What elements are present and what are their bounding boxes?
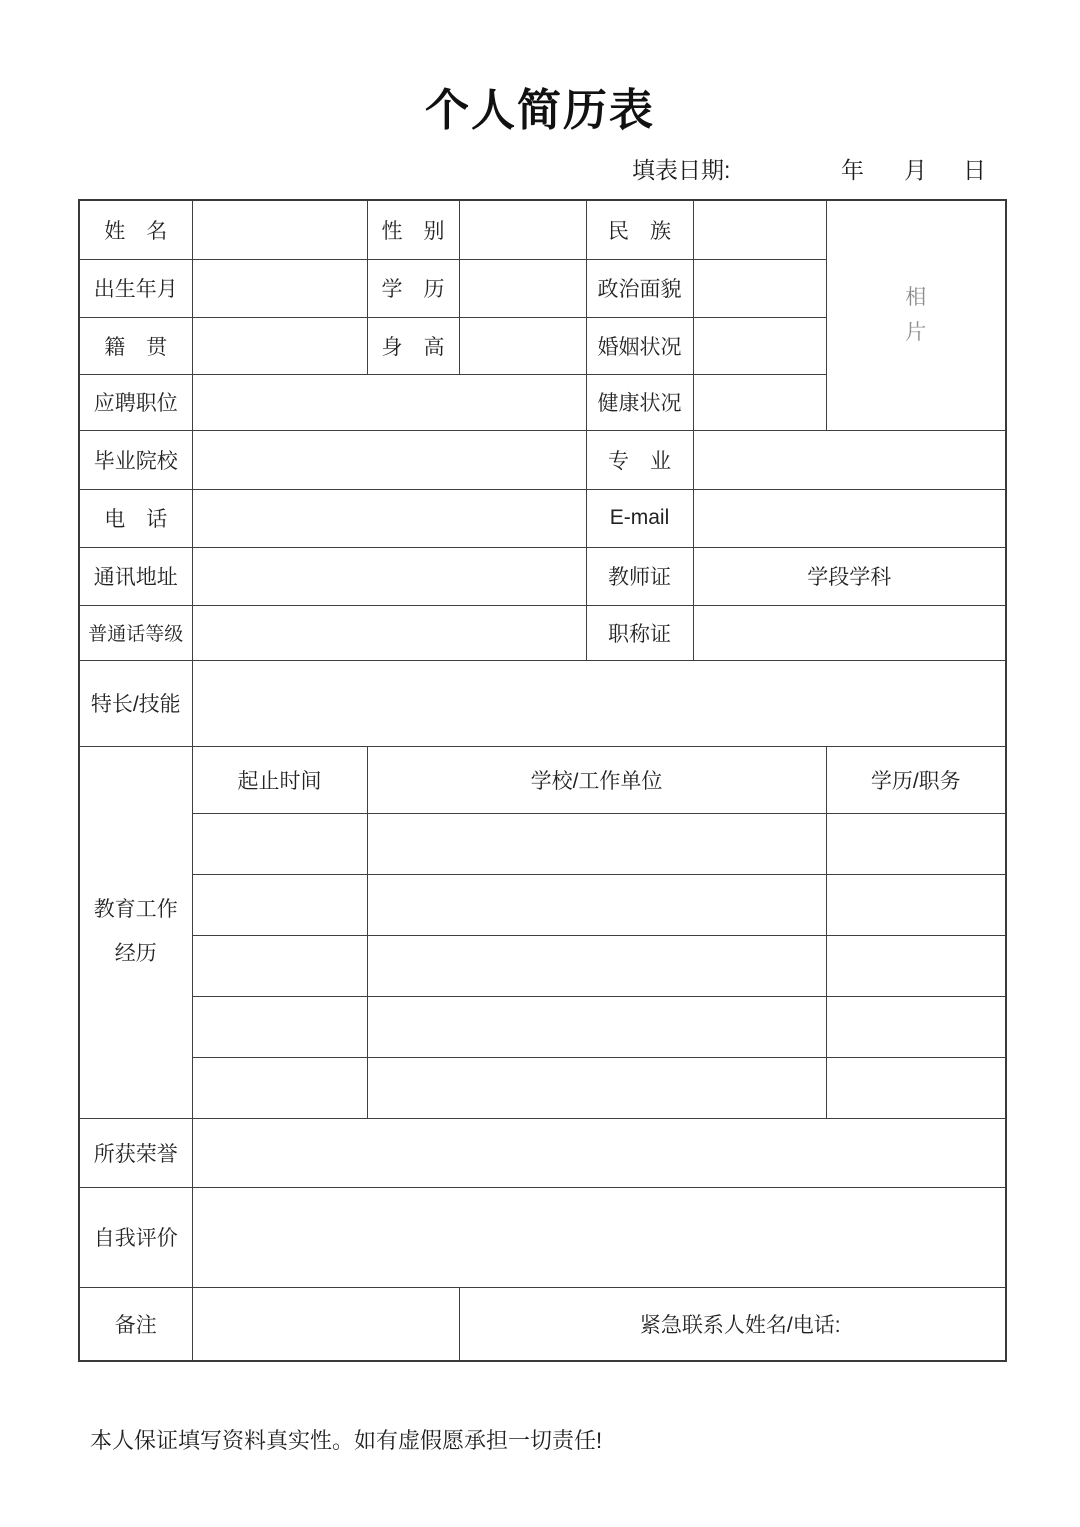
- height-label: 身 高: [367, 317, 459, 374]
- experience-label-line-2: 经历: [114, 942, 157, 965]
- experience-row: [79, 935, 1006, 996]
- experience-period-cell[interactable]: [192, 874, 367, 935]
- email-value-cell[interactable]: [693, 489, 1006, 547]
- experience-organization-cell[interactable]: [367, 996, 826, 1057]
- marital-status-value-cell[interactable]: [693, 317, 826, 374]
- experience-degree-cell[interactable]: [826, 813, 1006, 874]
- ethnicity-value-cell[interactable]: [693, 200, 826, 259]
- month-label: 月: [904, 157, 927, 183]
- table-row: [79, 605, 1006, 660]
- graduated-school-label: 毕业院校: [79, 430, 192, 489]
- political-status-value-cell[interactable]: [693, 259, 826, 317]
- major-value-cell[interactable]: [693, 430, 1006, 489]
- table-row: [79, 1118, 1006, 1187]
- table-row: [79, 746, 1006, 813]
- title-cert-value-cell[interactable]: [693, 605, 1006, 660]
- experience-organization-header: 学校/工作单位: [367, 746, 826, 813]
- fill-date-line: [78, 152, 1005, 184]
- experience-period-cell[interactable]: [192, 996, 367, 1057]
- ethnicity-label: 民 族: [586, 200, 693, 259]
- table-row: [79, 200, 1006, 259]
- health-status-label: 健康状况: [586, 374, 693, 430]
- experience-organization-cell[interactable]: [367, 874, 826, 935]
- name-label: 姓 名: [79, 200, 192, 259]
- self-evaluation-label: 自我评价: [79, 1187, 192, 1287]
- gender-label: 性 别: [367, 200, 459, 259]
- height-value-cell[interactable]: [459, 317, 586, 374]
- emergency-contact-cell[interactable]: 紧急联系人姓名/电话:: [459, 1287, 1006, 1361]
- remarks-label: 备注: [79, 1287, 192, 1361]
- native-place-value-cell[interactable]: [192, 317, 367, 374]
- health-status-value-cell[interactable]: [693, 374, 826, 430]
- experience-period-cell[interactable]: [192, 1057, 367, 1118]
- education-level-label: 学 历: [367, 259, 459, 317]
- position-applied-label: 应聘职位: [79, 374, 192, 430]
- experience-section-label: [79, 746, 192, 1118]
- mailing-address-value-cell[interactable]: [192, 547, 586, 605]
- experience-degree-cell[interactable]: [826, 874, 1006, 935]
- birth-date-label: 出生年月: [79, 259, 192, 317]
- page-title: 个人简历表: [425, 86, 655, 135]
- experience-label-line-1: 教育工作: [93, 898, 178, 921]
- honors-label: 所获荣誉: [79, 1118, 192, 1187]
- mailing-address-label: 通讯地址: [79, 547, 192, 605]
- year-label: 年: [841, 157, 864, 183]
- table-row: [79, 1287, 1006, 1361]
- photo-placeholder[interactable]: [826, 200, 1006, 430]
- education-level-value-cell[interactable]: [459, 259, 586, 317]
- birth-date-value-cell[interactable]: [192, 259, 367, 317]
- remarks-value-cell[interactable]: [192, 1287, 459, 1361]
- experience-degree-header: 学历/职务: [826, 746, 1006, 813]
- experience-period-cell[interactable]: [192, 813, 367, 874]
- photo-label: [827, 283, 1006, 348]
- resume-table: [78, 199, 1007, 1362]
- native-place-label: 籍 贯: [79, 317, 192, 374]
- marital-status-label: 婚姻状况: [586, 317, 693, 374]
- experience-organization-cell[interactable]: [367, 813, 826, 874]
- skills-label: 特长/技能: [79, 660, 192, 746]
- self-evaluation-value-cell[interactable]: [192, 1187, 1006, 1287]
- table-row: [79, 547, 1006, 605]
- title-cert-label: 职称证: [586, 605, 693, 660]
- phone-label: 电 话: [79, 489, 192, 547]
- experience-row: [79, 813, 1006, 874]
- experience-degree-cell[interactable]: [826, 1057, 1006, 1118]
- table-row: [79, 430, 1006, 489]
- experience-degree-cell[interactable]: [826, 996, 1006, 1057]
- fill-date-label: 填表日期:: [632, 157, 731, 183]
- declaration-note: 本人保证填写资料真实性。如有虚假愿承担一切责任!: [90, 1428, 603, 1453]
- table-row: [79, 1187, 1006, 1287]
- experience-degree-cell[interactable]: [826, 935, 1006, 996]
- mandarin-level-value-cell[interactable]: [192, 605, 586, 660]
- experience-row: [79, 874, 1006, 935]
- day-label: 日: [963, 157, 986, 183]
- experience-period-header: 起止时间: [192, 746, 367, 813]
- experience-row: [79, 1057, 1006, 1118]
- photo-label-char-2: 片: [905, 321, 927, 345]
- experience-organization-cell[interactable]: [367, 1057, 826, 1118]
- honors-value-cell[interactable]: [192, 1118, 1006, 1187]
- experience-row: [79, 996, 1006, 1057]
- table-row: [79, 489, 1006, 547]
- mandarin-level-label: 普通话等级: [79, 605, 192, 660]
- graduated-school-value-cell[interactable]: [192, 430, 586, 489]
- phone-value-cell[interactable]: [192, 489, 586, 547]
- major-label: 专 业: [586, 430, 693, 489]
- experience-period-cell[interactable]: [192, 935, 367, 996]
- gender-value-cell[interactable]: [459, 200, 586, 259]
- teacher-cert-value-cell[interactable]: 学段学科: [693, 547, 1006, 605]
- experience-organization-cell[interactable]: [367, 935, 826, 996]
- photo-label-char-1: 相: [905, 285, 927, 309]
- skills-value-cell[interactable]: [192, 660, 1006, 746]
- political-status-label: 政治面貌: [586, 259, 693, 317]
- table-row: [79, 660, 1006, 746]
- email-label: E-mail: [586, 489, 693, 547]
- position-applied-value-cell[interactable]: [192, 374, 586, 430]
- teacher-cert-label: 教师证: [586, 547, 693, 605]
- name-value-cell[interactable]: [192, 200, 367, 259]
